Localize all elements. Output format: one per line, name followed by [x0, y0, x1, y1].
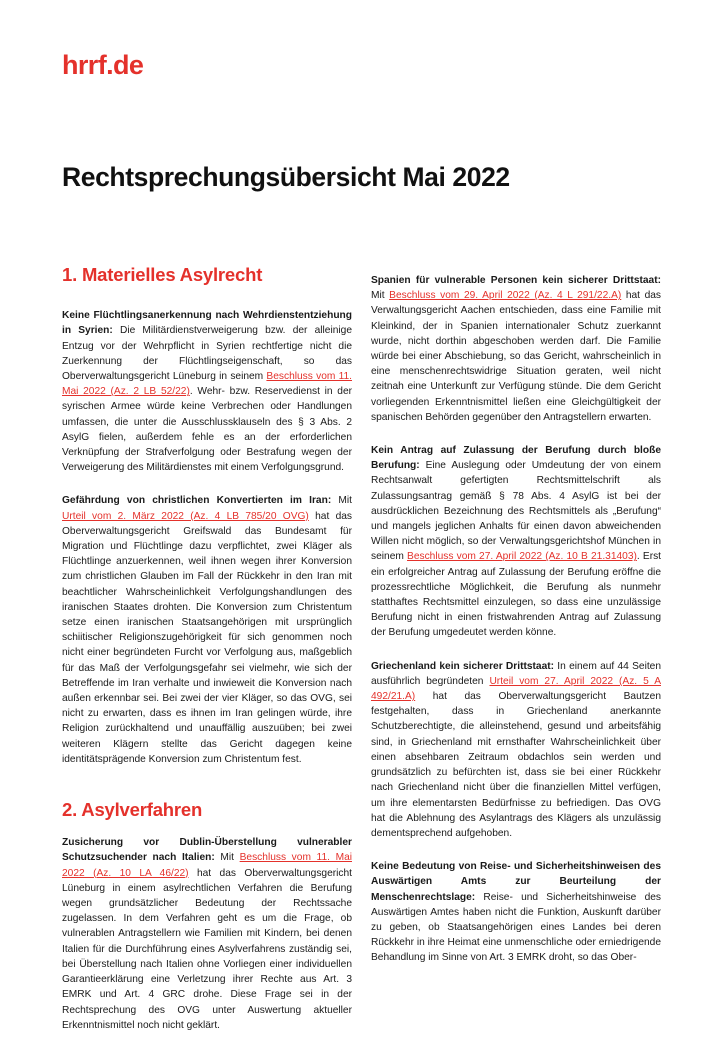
entry-appeal-admission — [371, 443, 661, 641]
entry-text: Mit — [214, 852, 240, 864]
decision-link[interactable]: Beschluss vom 27. April 2022 (Az. 10 B 21.31403) — [407, 551, 637, 563]
entry-text: Eine Auslegung oder Umdeutung der von einem Rechtsanwalt gefertigten Rechtsmittelschrift als Zulassungsantrag gemäß § 78 Abs. 4 AsylG ist bei der ausdrücklichen Bezeichnung des Rechtsmittels als „Berufung“ und mangels jeglichen Anhalts für einen davon abweichenden Willen nicht möglich, so der Verwaltungsgerichtshof München in seinem — [371, 460, 661, 563]
entry-text: hat das Oberverwaltungsgericht Bautzen festgehalten, dass in Griechenland anerkannte Schutzberechtigte, die alleinstehend, gesund und arbeitsfähig sind, in Griechenland mit ernsthafter Wahrscheinlichkeit über einen absehbaren Zeitraum obdachlos sein werden und grundsätzlich zu befürchten ist, dass sie bei einer Rückkehr nach Griechenland nicht über die finanziellen Mittel verfügen, um ihre elementarsten Bedürfnisse zu befriedigen. Das OVG hat die Ablehnung des Asylantrags des Klägers als unzulässig dementsprechend aufgehoben. — [371, 691, 661, 839]
right-column — [371, 273, 661, 984]
entry-text: Die Militärdienstverweigerung bzw. der alleinige Entzug vor der Wehrpflicht in Syrien rechtfertige nicht die Zuerkennung der Flüchtlingseigenschaft, so das Oberverwaltungsgericht Lüneburg in seinem — [62, 325, 352, 382]
entry-lead: Griechenland kein sicherer Drittstaat: — [371, 660, 555, 672]
entry-lead: Kein Antrag auf Zulassung der Berufung durch bloße Berufung: — [371, 445, 661, 472]
entry-text: In einem auf 44 Seiten ausführlich begründeten — [371, 660, 661, 687]
document-title: Rechtsprechungsübersicht Mai 2022 — [62, 162, 510, 192]
entry-text: . Wehr- bzw. Reservedienst in der syrischen Armee würde keine Verbrechen oder Handlungen umfassen, die unter die Ausschlussklauseln des § 3 Abs. 2 AsylG fielen, außerdem fehle es an der erforderlichen Verknüpfung der Strafverfolgung oder Bestrafung wegen der Verweigerung des Militärdienstes mit einem Verfolgungsgrund. — [62, 386, 353, 474]
entry-text: . Erst ein erfolgreicher Antrag auf Zulassung der Berufung eröffne die prozessrechtliche Möglichkeit, die Berufung als nunmehr statthaftes Rechtsmittel einzulegen, so dass eine unzulässige Berufung nicht in einen fristwahrenden Antrag auf Zulassung der Berufung umgedeutet werden könne. — [371, 551, 662, 639]
entry-text: Mit — [371, 290, 390, 302]
entry-text: hat das Verwaltungsgericht Aachen entschieden, dass eine Familie mit Kleinkind, der in Spanien internationaler Schutz zuerkannt wurde, nicht dorthin abgeschoben werden darf. Die Familie würde bei einer Abschiebung, so das Gericht, wahrscheinlich in eine menschenrechtswidrige Situation geraten, weil nicht zeitnah eine Unterkunft zur Verfügung stünde. Die dem Gericht vorliegenden Erkenntnismittel ließen eine Gleichgültigkeit der spanischen Behörden gegenüber den Antragstellern erwarten. — [371, 290, 661, 423]
decision-link[interactable]: Urteil vom 2. März 2022 (Az. 4 LB 785/20 OVG) — [62, 510, 309, 522]
entry-iran-converts — [62, 493, 352, 767]
entry-greece-third-country — [371, 659, 661, 841]
entry-text: hat das Oberverwaltungsgericht Greifswald das Bundesamt für Migration und Flüchtlinge dazu verpflichtet, zwei Kläger als Flüchtlinge anzuerkennen, weil ihnen wegen ihrer Konversion zum christlichen Glauben im Fall der Rückkehr in den Iran mit beachtlicher Wahrscheinlichkeit Verfolgungshandlungen des iranischen Staates drohten. Die Konversion zum Christentum setze einen iranischen Staatsangehörigen mit ursprünglich schiitischer Religionszugehörigkeit für sich genommen noch nicht einer begründeten Furcht vor Verfolgung aus, maßgeblich für das Maß der Verfolgungsgefahr sei vielmehr, wie sich der Betreffende im Iran verhalte und inwieweit die Konversion nach außen erkennbar sei. Bei zwei der vier Kläger, so das OVG, sei nicht zu erwarten, dass es ihnen im Iran gelingen würde, ihre Religion zurückhaltend und unauffällig auszuüben; bei zwei weiteren Klägern stellte das Gericht dagegen keine identitätsprägende Konversion zum Christentum fest. — [62, 510, 352, 765]
entry-text: Reise- und Sicherheitshinweise des Auswärtigen Amtes haben nicht die Funktion, Auskunft darüber zu geben, ob Staatsangehörigen eines Landes bei deren Rückkehr in ihre Heimat eine unmenschliche oder erniedrigende Behandlung im Sinne von Art. 3 EMRK droht, so das Ober- — [371, 891, 661, 964]
entry-text: Mit — [331, 495, 352, 507]
decision-link[interactable]: Beschluss vom 29. April 2022 (Az. 4 L 291/22.A) — [389, 290, 622, 302]
entry-dublin-italy — [62, 835, 352, 1033]
entry-lead: Keine Bedeutung von Reise- und Sicherheitshinweisen des Auswärtigen Amts zur Beurteilung der Menschenrechtslage: — [371, 861, 661, 903]
left-column — [62, 264, 352, 1051]
entry-syria-military-service — [62, 308, 352, 475]
decision-link[interactable]: Beschluss vom 11. Mai 2022 (Az. 2 LB 52/22) — [62, 371, 353, 398]
entry-text: hat das Oberverwaltungsgericht Lüneburg in einem asylrechtlichen Verfahren die Berufung wegen grundsätzlicher Bedeutung der Rechtssache zugelassen. In dem Verfahren geht es um die Frage, ob vulnerablen Antragstellern wie Familien mit Kindern, bei denen Italien für die Durchführung eines Asylverfahrens zuständig sei, bei Überstellung nach Italien ohne Vorliegen einer individuellen Garantieerklärung eine Verletzung ihrer Rechte aus Art. 3 EMRK und Art. 4 GRC drohe. Diese Frage sei in der Rechtsprechung des OVG unter Auswertung aktueller Erkenntnismittel noch nicht geklärt. — [62, 867, 352, 1031]
section-heading-materielles-asylrecht: 1. Materielles Asylrecht — [62, 264, 263, 285]
entry-lead: Keine Flüchtlingsanerkennung nach Wehrdienstentziehung in Syrien: — [62, 310, 352, 337]
entry-spain-third-country — [371, 273, 661, 425]
entry-travel-warnings — [371, 859, 661, 965]
entry-lead: Zusicherung vor Dublin-Überstellung vulnerabler Schutzsuchender nach Italien: — [62, 837, 352, 864]
site-logo[interactable]: hrrf.de — [62, 50, 144, 80]
decision-link[interactable]: Urteil vom 27. April 2022 (Az. 5 A 492/21.A) — [371, 675, 661, 703]
entry-lead: Spanien für vulnerable Personen kein sicherer Drittstaat: — [371, 275, 661, 286]
section-heading-asylverfahren: 2. Asylverfahren — [62, 799, 203, 821]
decision-link[interactable]: Beschluss vom 11. Mai 2022 (Az. 10 LA 46/22) — [62, 852, 352, 879]
entry-lead: Gefährdung von christlichen Konvertierten im Iran: — [62, 495, 332, 507]
